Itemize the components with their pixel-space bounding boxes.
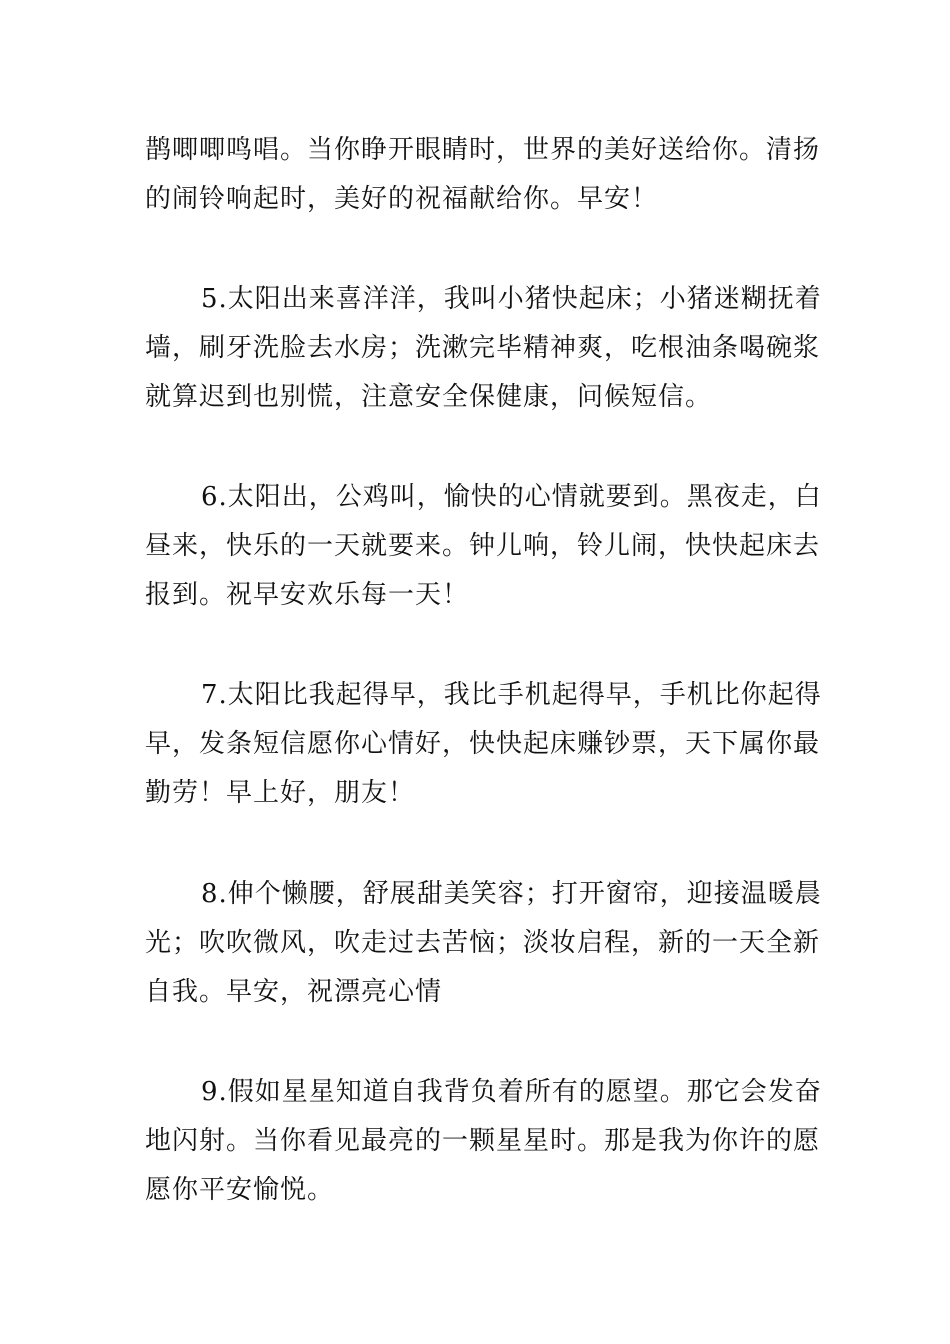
text-line: 的闹铃响起时，美好的祝福献给你。早安！: [145, 184, 659, 214]
text-line: 地闪射。当你看见最亮的一颗星星时。那是我为你许的愿: [145, 1126, 821, 1156]
paragraph-7: [145, 671, 822, 818]
text-line: 愿你平安愉悦。: [145, 1175, 335, 1205]
text-line: 报到。祝早安欢乐每一天！: [145, 580, 470, 610]
text-line: 7.太阳比我起得早，我比手机起得早，手机比你起得: [201, 680, 822, 710]
text-line: 6.太阳出，公鸡叫，愉快的心情就要到。黑夜走，白: [201, 482, 822, 512]
text-line: 勤劳！早上好，朋友！: [145, 778, 416, 808]
text-line: 光；吹吹微风，吹走过去苦恼；淡妆启程，新的一天全新: [145, 928, 821, 958]
text-line: 鹊唧唧鸣唱。当你睁开眼睛时，世界的美好送给你。清扬: [145, 135, 821, 165]
paragraph-8: [145, 870, 822, 1017]
text-line: 墙，刷牙洗脸去水房；洗漱完毕精神爽，吃根油条喝碗浆: [145, 333, 821, 363]
text-line: 早，发条短信愿你心情好，快快起床赚钞票，天下属你最: [145, 729, 821, 759]
text-line: 8.伸个懒腰，舒展甜美笑容；打开窗帘，迎接温暖晨: [201, 879, 822, 909]
paragraph-5: [145, 275, 822, 422]
text-line: 9.假如星星知道自我背负着所有的愿望。那它会发奋: [201, 1077, 822, 1107]
paragraph-4-continuation: [145, 126, 821, 224]
text-line: 5.太阳出来喜洋洋，我叫小猪快起床；小猪迷糊抚着: [201, 284, 822, 314]
text-line: 昼来，快乐的一天就要来。钟儿响，铃儿闹，快快起床去: [145, 531, 821, 561]
text-line: 自我。早安，祝漂亮心情: [145, 977, 443, 1007]
text-line: 就算迟到也别慌，注意安全保健康，问候短信。: [145, 382, 713, 412]
paragraph-6: [145, 473, 822, 620]
paragraph-9: [145, 1068, 822, 1215]
